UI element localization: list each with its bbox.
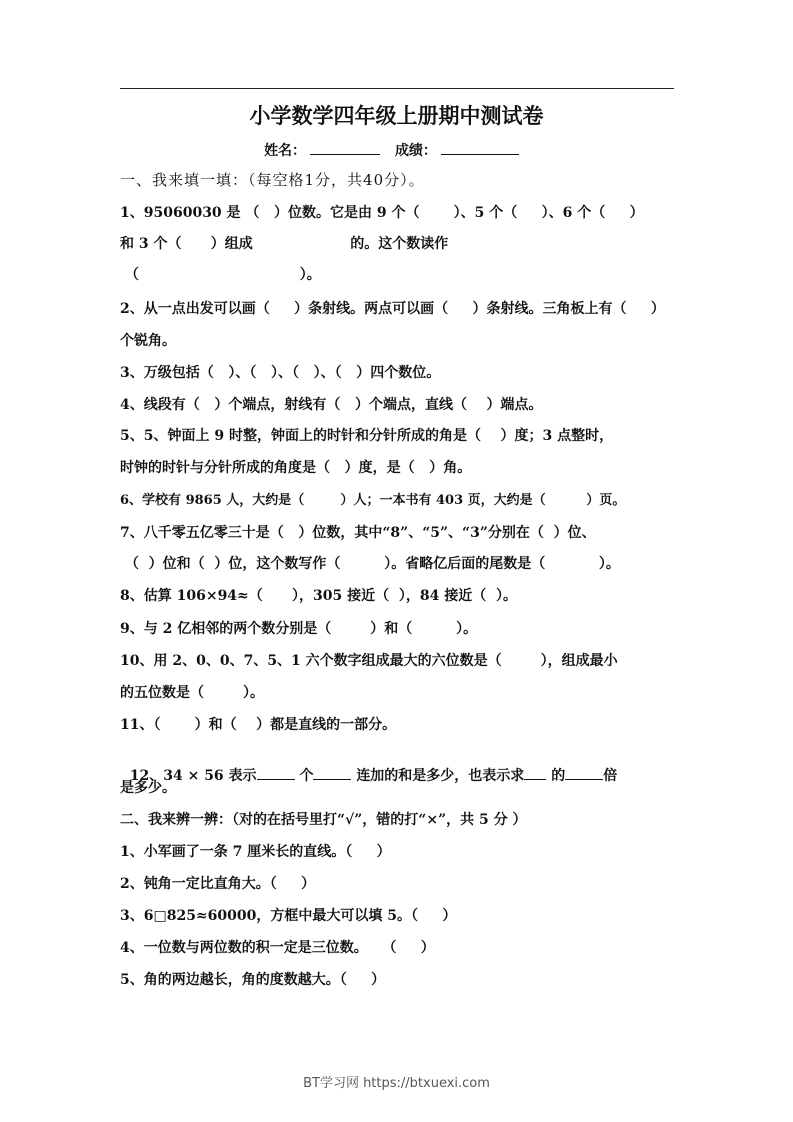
question-line: （ ）。 — [120, 267, 321, 283]
judge-line: 5、角的两边越长，角的度数越大。（ ） — [120, 972, 386, 988]
question-line: 和 3 个（ ）组成 的。这个数读作 — [120, 236, 449, 252]
judge-line: 2、钝角一定比直角大。（ ） — [120, 876, 316, 892]
question-line: 9、与 2 亿相邻的两个数分别是（ ）和（ ）。 — [120, 621, 478, 637]
q12-blank-1[interactable] — [257, 766, 295, 780]
question-line: 3、万级包括（ ）、（ ）、（ ）、（ ）四个数位。 — [120, 365, 441, 381]
q12-text: 倍 — [603, 768, 618, 784]
q12-text: 连加的和是多少，也表示求 — [356, 768, 525, 784]
footer-watermark: BT学习网 https://btxuexi.com — [303, 1076, 490, 1091]
student-info-row — [0, 140, 793, 160]
question-line: 4、线段有（ ）个端点，射线有（ ）个端点，直线（ ）端点。 — [120, 397, 543, 413]
q12-text: 12、34 × 56 表示 — [129, 768, 257, 784]
q12-blank-3[interactable] — [524, 766, 546, 780]
question-12 — [120, 748, 617, 785]
question-line: 时钟的时针与分针所成的角度是（ ）度，是（ ）角。 — [120, 460, 472, 476]
judge-line: 4、一位数与两位数的积一定是三位数。 （ ） — [120, 940, 435, 956]
q12-blank-4[interactable] — [565, 766, 603, 780]
score-label: 成绩： — [394, 143, 437, 159]
question-line: 的五位数是（ ）。 — [120, 685, 264, 701]
question-line: 是多少。 — [120, 780, 176, 796]
name-label: 姓名： — [264, 143, 307, 159]
question-line: 1、95060030 是 （ ）位数。它是由 9 个（ ）、5 个（ ）、6 个（ ） — [120, 205, 644, 221]
section-2-heading: 二、我来辨一辨：（对的在括号里打“√”，错的打“×”，共 5 分 ） — [120, 812, 527, 828]
q12-text: 个 — [299, 768, 314, 784]
question-line: 10、用 2、0、0、7、5、1 六个数字组成最大的六位数是（ ），组成最小 — [120, 653, 618, 669]
score-field[interactable] — [441, 140, 519, 155]
question-line: 8、估算 106×94≈（ ），305 接近（ ），84 接近（ ）。 — [120, 588, 517, 604]
question-line: （ ）位和（ ）位，这个数写作（ ）。省略亿后面的尾数是（ ）。 — [120, 556, 620, 572]
q12-text: 的 — [551, 768, 566, 784]
question-line: 5、5、钟面上 9 时整，钟面上的时针和分针所成的角是（ ）度；3 点整时， — [120, 428, 614, 444]
question-line: 个锐角。 — [120, 333, 176, 349]
section-1-heading: 一、我来填一填：（每空格1分，共40分）。 — [120, 171, 425, 189]
page-title: 小学数学四年级上册期中测试卷 — [249, 104, 544, 128]
question-line: 2、从一点出发可以画（ ）条射线。两点可以画（ ）条射线。三角板上有（ ） — [120, 301, 665, 317]
question-line: 7、八千零五亿零三十是（ ）位数，其中“8”、“5”、“3”分别在（ ）位、 — [120, 525, 596, 541]
question-line: 11、（ ）和（ ）都是直线的一部分。 — [120, 717, 397, 733]
name-field[interactable] — [310, 140, 380, 155]
question-line: 6、学校有 9865 人，大约是（ ）人；一本书有 403 页，大约是（ ）页。 — [120, 493, 626, 508]
judge-line: 1、小军画了一条 7 厘米长的直线。（ ） — [120, 844, 391, 860]
judge-line: 3、6□825≈60000，方框中最大可以填 5。（ ） — [120, 908, 457, 924]
q12-blank-2[interactable] — [313, 766, 351, 780]
top-rule — [120, 88, 674, 89]
